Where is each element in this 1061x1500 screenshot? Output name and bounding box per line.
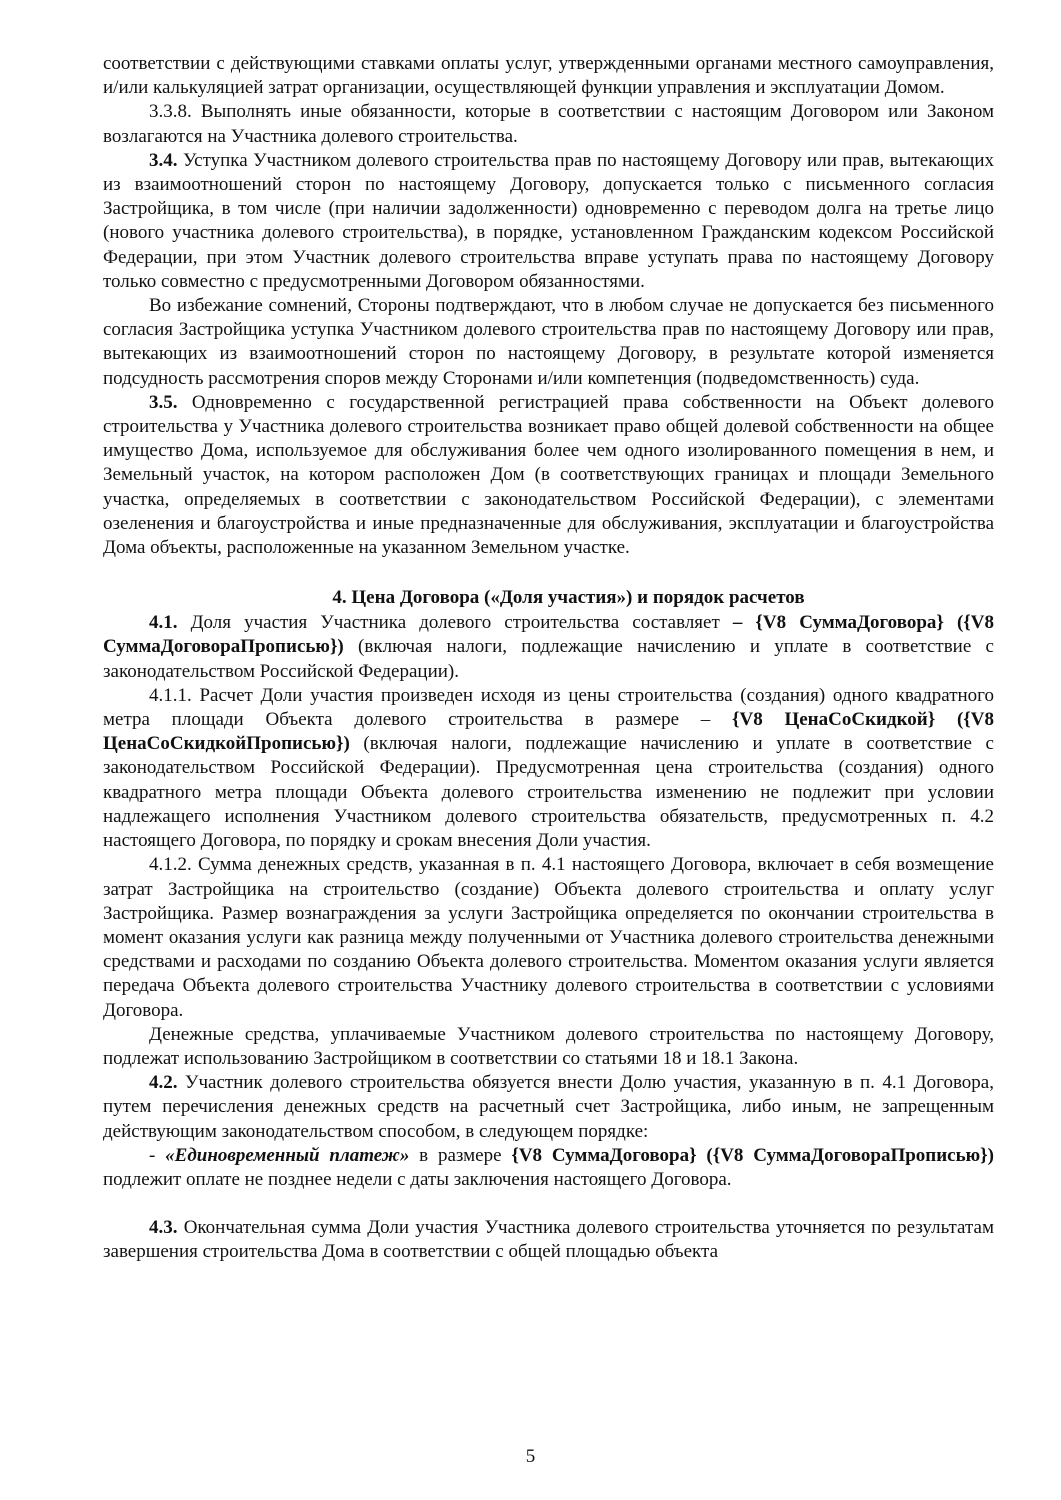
paragraph-3-3-8: 3.3.8. Выполнять иные обязанности, которые в соответствии с настоящим Договором или Законом возлагаются на Участника долевого строительства. [103,101,994,147]
paragraph-single-payment [103,1144,994,1192]
section-4-heading: 4. Цена Договора («Доля участия») и порядок расчетов [332,587,805,609]
paragraph-4-3 [103,1216,994,1264]
paragraph-4-3-text: Окончательная сумма Доли участия Участника долевого строительства уточняется по результатам завершения строительства Дома в соответствии с общей площадью объекта [103,1217,994,1263]
paragraph-4-1-2: 4.1.2. Сумма денежных средств, указанная в п. 4.1 настоящего Договора, включает в себя возмещение затрат Застройщика на строительство (создание) Объекта долевого строительства и оплату услуг Застройщика. Размер вознаграждения за услуги Застройщика определяется по окончании строительства в момент оказания услуги как разница между полученными от Участника долевого строительства денежными средствами и расходами по созданию Объекта долевого строительства. Моментом оказания услуги является передача Объекта долевого строительства Участнику долевого строительства в соответствии с условиями Договора. [103,854,994,1021]
paragraph-funds-usage: Денежные средства, уплачиваемые Участником долевого строительства по настоящему Договору, подлежат использованию Застройщиком в соответствии со статьями 18 и 18.1 Закона. [103,1023,994,1069]
contract-sum-placeholder: – {V8 СуммаДоговора} ({V8 СуммаДоговораПрописью}) [103,612,994,658]
single-payment-text-a: в размере [409,1144,512,1166]
paragraph-3-4-text: Уступка Участником долевого строительства прав по настоящему Договору или прав, вытекающих из взаимоотношений сторон по настоящему Договору, допускается только с письменного согласия Застройщика, в том числе (при наличии задолженности) одновременно с переводом долга на третье лицо (нового участника долевого строительства), в порядке, установленном Гражданским кодексом Российской Федерации, при этом Участник долевого строительства вправе уступать права по настоящему Договору только совместно с предусмотренными Договором обязанностями. [103,149,994,292]
single-payment-label: «Единовременный платеж» [165,1144,410,1166]
paragraph-4-1-text-a: Доля участия Участника долевого строительства составляет [177,612,733,634]
page-number: 5 [525,1446,536,1467]
clause-number-3-4: 3.4. [149,149,178,171]
paragraph-3-4-clarification: Во избежание сомнений, Стороны подтверждают, что в любом случае не допускается без письменного согласия Застройщика уступка Участником долевого строительства прав по настоящему Договору или прав, вытекающих из взаимоотношений сторон по настоящему Договору, в результате которой изменяется подсудность рассмотрения споров между Сторонами и/или компетенция (подведомственность) суда. [103,295,994,389]
paragraph-3-4 [103,149,994,294]
paragraph-4-2-text: Участник долевого строительства обязуется внести Долю участия, указанную в п. 4.1 Договора, путем перечисления денежных средств на расчетный счет Застройщика, либо иным, не запрещенным действующим законодательством способом, в следующем порядке: [103,1072,994,1142]
clause-number-4-2: 4.2. [149,1072,178,1094]
paragraph-4-1-1-text-a: 4.1.1. Расчет Доли участия произведен исходя из цены строительства (создания) одного квадратного метра площади Объекта долевого строительства в размере – [103,684,994,731]
paragraph-4-1-text-b: (включая налоги, подлежащие начислению и уплате в соответствие с законодательством Российской Федерации). [103,636,994,682]
paragraph-4-1-1 [103,684,994,853]
list-dash: - [149,1144,166,1166]
paragraph-4-1 [103,611,994,684]
paragraph-3-5-text: Одновременно с государственной регистрацией права собственности на Объект долевого строительства у Участника долевого строительства возникает право общей долевой собственности на общее имущество Дома, используемое для обслуживания более чем одного изолированного помещения в нем, и Земельный участок, на котором расположен Дом (в соответствующих границах и площади Земельного участка, определяемых в соответствии с законодательством Российской Федерации), с элементами озеленения и благоустройства и иные предназначенные для обслуживания, эксплуатации и благоустройства Дома объекты, расположенные на указанном Земельном участке. [103,391,994,559]
single-payment-text-b: подлежит оплате не позднее недели с даты заключения настоящего Договора. [103,1168,732,1190]
clause-number-4-1: 4.1. [149,612,178,634]
paragraph-3-3-7-continuation: соответствии с действующими ставками оплаты услуг, утвержденными органами местного самоуправления, и/или калькуляцией затрат организации, осуществляющей функции управления и эксплуатации Домом. [103,53,994,99]
paragraph-4-2 [103,1071,994,1144]
single-payment-sum-placeholder: {V8 СуммаДоговора} ({V8 СуммаДоговораПрописью}) [511,1144,994,1166]
clause-number-3-5: 3.5. [149,391,178,413]
price-per-sqm-placeholder: {V8 ЦенаСоСкидкой} ({V8 ЦенаСоСкидкойПрописью}) [103,709,994,755]
clause-number-4-3: 4.3. [149,1217,178,1239]
paragraph-4-1-1-text-b: (включая налоги, подлежащие начислению и уплате в соответствие с законодательством Российской Федерации). Предусмотренная цена строительства (создания) одного квадратного метра площади Объекта долевого строительства изменению не подлежит при условии надлежащего исполнения Участником долевого строительства обязательств, предусмотренных п. 4.2 настоящего Договора, по порядку и срокам внесения Доли участия. [103,733,994,852]
paragraph-3-5 [103,391,994,560]
